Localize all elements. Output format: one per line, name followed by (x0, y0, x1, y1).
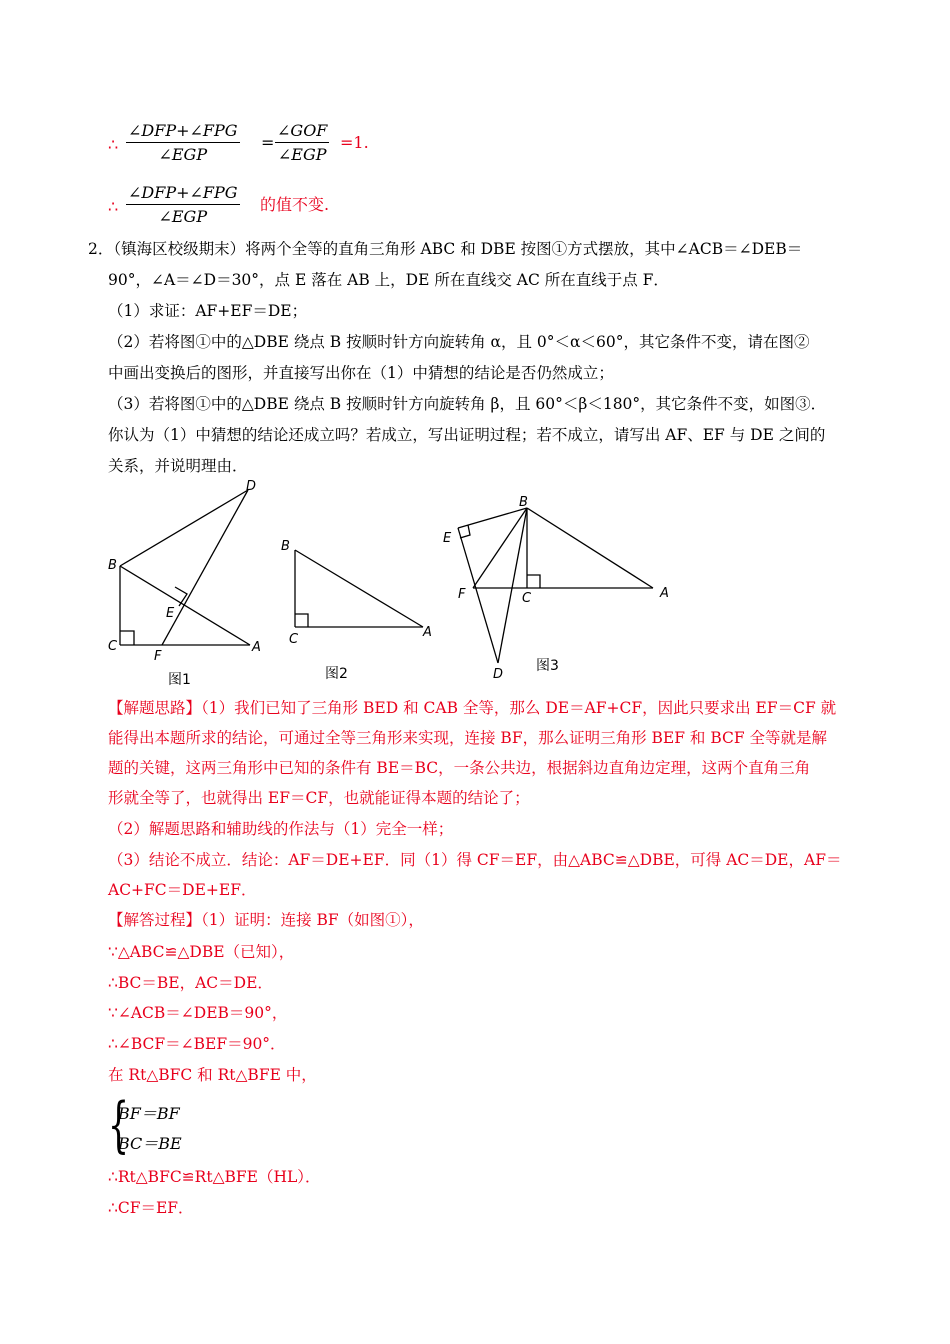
question-3-line-3: 关系，并说明理由． (108, 457, 248, 475)
fraction-numerator: ∠DFP+∠FPG (126, 120, 240, 143)
fig3-label-d: D (493, 667, 504, 682)
equation-bf-bf: BF＝BF (118, 1104, 180, 1123)
fig3-label-e: E (443, 531, 452, 546)
question-2-line-1: （2）若将图①中的△DBE 绕点 B 按顺时针方向旋转角 α，且 0°＜α＜60°，其它条件不变，请在图② (108, 333, 810, 351)
solution-idea-line-4: 形就全等了，也就得出 EF＝CF，也就能证得本题的结论了； (108, 789, 530, 807)
fig3-label-f: F (458, 587, 466, 602)
therefore-symbol: ∴ (108, 135, 119, 154)
solution-idea-line-5: （2）解题思路和辅助线的作法与（1）完全一样； (108, 820, 454, 838)
question-2-line-2: 中画出变换后的图形，并直接写出你在（1）中猜想的结论是否仍然成立； (108, 364, 614, 382)
fraction-gof-over-egp (275, 120, 329, 165)
solution-process-line-8: ∴CF＝EF． (108, 1199, 194, 1217)
fig3-label-b: B (519, 495, 528, 510)
fig1-label-a: A (252, 640, 261, 655)
fig2-caption: 图2 (325, 666, 348, 682)
solution-process-line-2: ∵△ABC≌△DBE（已知）， (108, 943, 295, 961)
value-unchanged-text: 的值不变. (260, 195, 330, 214)
fig1-label-b: B (108, 558, 117, 573)
equals-sign: = (261, 133, 275, 152)
fraction-denominator: ∠EGP (277, 145, 327, 164)
solution-process-line-1: 【解答过程】（1）证明：连接 BF（如图①）， (108, 911, 424, 929)
fraction-dfp-fpg-over-egp (126, 120, 240, 165)
fig2-label-a: A (423, 625, 432, 640)
question-3-line-1: （3）若将图①中的△DBE 绕点 B 按顺时针方向旋转角 β，且 60°＜β＜180°，其它条件不变，如图③． (108, 395, 827, 413)
fig1-label-f: F (154, 649, 162, 664)
fraction-numerator: ∠GOF (275, 120, 329, 143)
fig1-caption: 图1 (168, 672, 191, 688)
figure-3 (438, 488, 678, 684)
fraction-dfp-fpg-over-egp (126, 182, 240, 227)
problem-line-1: 2．（镇海区校级期末）将两个全等的直角三角形 ABC 和 DBE 按图①方式摆放，其中∠ACB＝∠DEB＝ (88, 240, 803, 258)
solution-idea-line-2: 能得出本题所求的结论，可通过全等三角形来实现，连接 BF，那么证明三角形 BEF 和 BCF 全等就是解 (108, 729, 828, 747)
fig1-label-c: C (108, 639, 118, 654)
solution-process-line-3: ∴BC＝BE，AC＝DE． (108, 974, 273, 992)
equation-brace: { (108, 1090, 130, 1160)
equals-one: =1. (340, 133, 369, 152)
solution-idea-line-6: （3）结论不成立．结论：AF＝DE+EF．同（1）得 CF＝EF，由△ABC≌△DBE，可得 AC＝DE，AF＝ (108, 851, 842, 869)
fig2-label-c: C (289, 632, 299, 647)
fig1-label-d: D (246, 479, 257, 494)
fig3-label-a: A (660, 586, 669, 601)
solution-process-line-7: ∴Rt△BFC≌Rt△BFE（HL）． (108, 1168, 321, 1186)
therefore-symbol: ∴ (108, 197, 119, 216)
solution-process-line-6: 在 Rt△BFC 和 Rt△BFE 中， (108, 1066, 317, 1084)
figure-2 (275, 530, 445, 690)
fig3-label-c: C (522, 591, 532, 606)
fig1-label-e: E (166, 606, 175, 621)
question-1: （1）求证：AF+EF＝DE； (108, 302, 308, 320)
solution-process-line-4: ∵∠ACB＝∠DEB＝90°， (108, 1004, 288, 1022)
solution-process-line-5: ∴∠BCF＝∠BEF＝90°． (108, 1035, 286, 1053)
solution-idea-line-1: 【解题思路】（1）我们已知了三角形 BED 和 CAB 全等，那么 DE＝AF+CF，因此只要求出 EF＝CF 就 (108, 699, 837, 717)
solution-idea-line-7: AC+FC＝DE+EF． (108, 881, 257, 899)
fraction-denominator: ∠EGP (158, 207, 208, 226)
fraction-denominator: ∠EGP (158, 145, 208, 164)
problem-line-2: 90°，∠A＝∠D＝30°，点 E 落在 AB 上，DE 所在直线交 AC 所在直线于点 F． (108, 271, 669, 289)
equation-bc-be: BC＝BE (118, 1134, 182, 1153)
fig2-label-b: B (281, 539, 290, 554)
fig3-caption: 图3 (536, 658, 559, 674)
solution-idea-line-3: 题的关键，这两三角形中已知的条件有 BE＝BC，一条公共边，根据斜边直角边定理，这两个直角三角 (108, 759, 811, 777)
question-3-line-2: 你认为（1）中猜想的结论还成立吗？若成立，写出证明过程；若不成立，请写出 AF、EF 与 DE 之间的 (108, 426, 826, 444)
fraction-numerator: ∠DFP+∠FPG (126, 182, 240, 205)
figure-1 (100, 476, 270, 690)
